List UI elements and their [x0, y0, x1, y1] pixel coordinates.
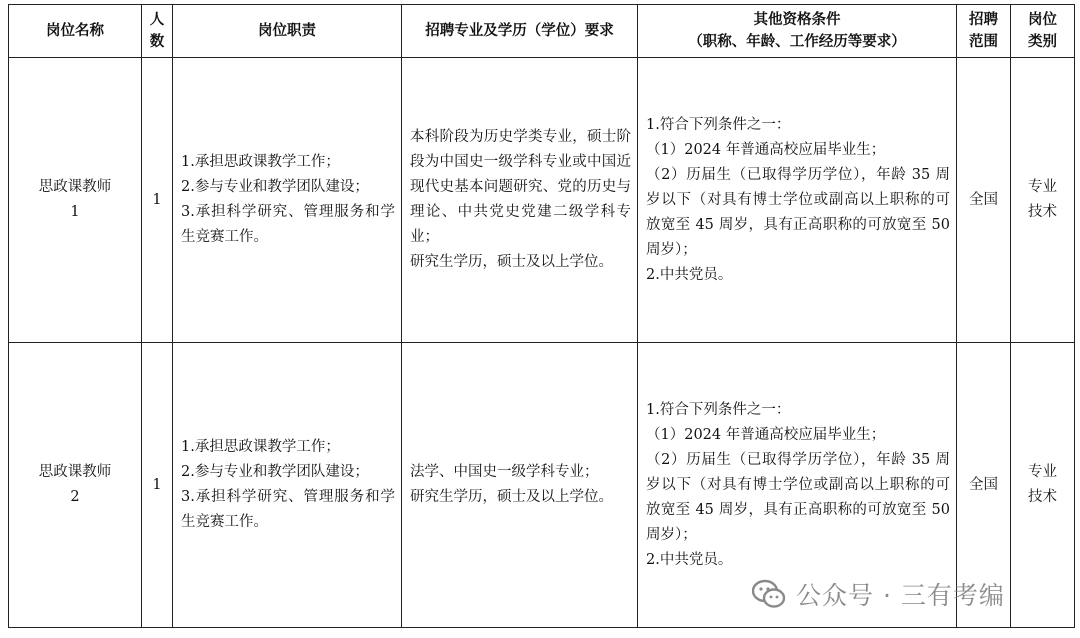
header-scope: 招聘 范围 — [957, 5, 1011, 58]
cell-other: 1.符合下列条件之一： （1）2024 年普通高校应届毕业生； （2）历届生（已取得学历学位），年龄 35 周岁以下（对具有博士学位或副高以上职称的可放宽至 45 周岁，具有正高职称的可放宽至 50 周岁）； 2.中共党员。 — [638, 343, 957, 628]
cell-major: 法学、中国史一级学科专业； 研究生学历，硕士及以上学位。 — [402, 343, 638, 628]
cell-category: 专业 技术 — [1011, 343, 1075, 628]
cell-scope: 全国 — [957, 343, 1011, 628]
cell-count: 1 — [142, 58, 173, 343]
header-post-name: 岗位名称 — [9, 5, 142, 58]
header-category: 岗位 类别 — [1011, 5, 1075, 58]
recruitment-table — [8, 4, 1075, 628]
header-other: 其他资格条件 （职称、年龄、工作经历等要求） — [638, 5, 957, 58]
cell-major: 本科阶段为历史学类专业，硕士阶段为中国史一级学科专业或中国近现代史基本问题研究、党的历史与理论、中共党史党建二级学科专业； 研究生学历，硕士及以上学位。 — [402, 58, 638, 343]
cell-scope: 全国 — [957, 58, 1011, 343]
header-major: 招聘专业及学历（学位）要求 — [402, 5, 638, 58]
header-count: 人 数 — [142, 5, 173, 58]
cell-count: 1 — [142, 343, 173, 628]
header-row — [9, 5, 1075, 58]
cell-post-name: 思政课教师 2 — [9, 343, 142, 628]
cell-post-name: 思政课教师 1 — [9, 58, 142, 343]
watermark-text: 公众号 · 三有考编 — [796, 581, 1005, 610]
watermark — [752, 574, 1005, 614]
cell-duties: 1.承担思政课教学工作； 2.参与专业和教学团队建设； 3.承担科学研究、管理服务和学生竞赛工作。 — [173, 58, 402, 343]
wechat-logo-icon — [752, 579, 786, 609]
cell-other: 1.符合下列条件之一： （1）2024 年普通高校应届毕业生； （2）历届生（已取得学历学位），年龄 35 周岁以下（对具有博士学位或副高以上职称的可放宽至 45 周岁，具有正高职称的可放宽至 50 周岁）； 2.中共党员。 — [638, 58, 957, 343]
table-row — [9, 58, 1075, 343]
cell-duties: 1.承担思政课教学工作； 2.参与专业和教学团队建设； 3.承担科学研究、管理服务和学生竞赛工作。 — [173, 343, 402, 628]
header-duties: 岗位职责 — [173, 5, 402, 58]
cell-category: 专业 技术 — [1011, 58, 1075, 343]
